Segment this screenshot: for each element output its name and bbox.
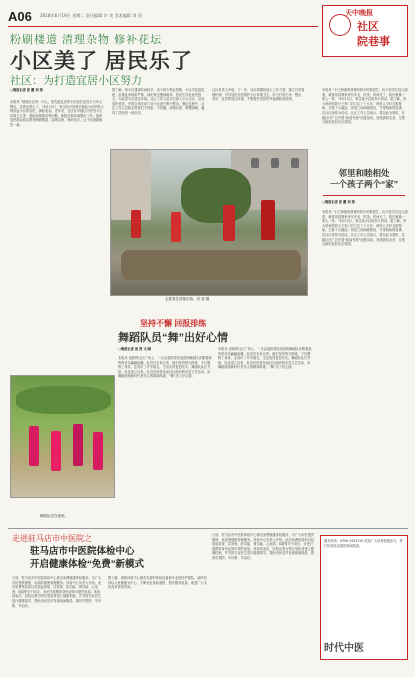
dancer-figure (29, 426, 39, 466)
main-story-photo (110, 149, 308, 296)
hospital-story-kicker: 走进驻马店市中医院之 (12, 534, 92, 543)
hospital-story-title (30, 545, 144, 571)
header-divider (8, 26, 318, 27)
dance-story-byline: □晚报记者 周 涛 文/图 (118, 347, 152, 351)
dance-story-body-col1: 本报讯 清晨的社区广场上，一支由退休居民组成的舞蹈队伴随着欢快的音乐翩翩起舞。队员们告诉记者，她们坚持每天排练，不仅锻炼了身体，还结识了许多朋友，生活变得更加充实。舞蹈队队长介绍，队伍成立以来，队员们经常参加社区组织的各类文艺活动，用舞蹈展现新时代老年人的精神风貌，“舞”出了好心情。 (118, 356, 212, 379)
masthead-title (357, 20, 390, 50)
dancer-figure (93, 432, 103, 470)
window (271, 158, 279, 168)
hospital-story-title-line-2: 开启健康体检“免费”新模式 (30, 559, 145, 570)
preceding-column-text: 本报讯 “小王和他的爸爸妈妈平时都很忙，孩子放学后没人照看，就常常到我家来写作业、吃饭，时间长了，我们就像一家人一样。”6月15日，家住某小区的李大妈说。据了解，李大妈和邻居小王家门对门住了十几年，两家人平时互相帮助，关系十分融洽。邻里之间和睦相处、守望相助的故事，在社区里传为佳话。社区工作人员表示，将以此为契机，在辖区内广泛开展“和谐邻里”创建活动，营造团结友爱、互帮互助的良好社区氛围。 (322, 88, 408, 125)
masthead-brand: 天中晚报 (345, 9, 373, 17)
volunteer-figure (171, 212, 181, 242)
side-story-byline: □晚报记者 张 鹏 刘 菊 (322, 200, 355, 204)
advertisement-text: 服务热线：0396-2929120 欢迎广大读者积极参与，拨打热线电话提供新闻线索。 (324, 539, 403, 548)
main-story-byline: □晚报记者 张 鹏 刘 菊 (10, 88, 43, 92)
dance-story-kicker: 坚持不懈 回报排练 (140, 319, 207, 328)
window (251, 158, 259, 168)
debris-pile (121, 250, 301, 280)
main-story-photo-caption: 志愿者在清理杂物。刘 菊 摄 (165, 297, 210, 301)
window (291, 158, 299, 168)
hospital-story-body-col3: 日前，驻马店市中医院体检中心推出免费健康体检服务，为广大市民提供便捷、优质的健康管理服务。体检中心负责人介绍，此次免费体检项目包括血常规、尿常规、肝功能、肾功能、心电图、B超等多个项目，市民只需携带身份证即可预约参加。体检结束后，医院还将为每位受检者建立健康档案，并安排专业医生进行健康指导，帮助市民及早发现疾病隐患，做到早预防、早诊断、早治疗。 (212, 533, 314, 560)
side-story-title-line-2: 一个孩子两个“家” (329, 179, 398, 189)
hospital-story-body-col1: 日前，驻马店市中医院体检中心推出免费健康体检服务，为广大市民提供便捷、优质的健康管理服务。体检中心负责人介绍，此次免费体检项目包括血常规、尿常规、肝功能、肾功能、心电图、B超等多个项目，市民只需携带身份证即可预约参加。体检结束后，医院还将为每位受检者建立健康档案，并安排专业医生进行健康指导，帮助市民及早发现疾病隐患，做到早预防、早诊断、早治疗。 (12, 576, 102, 608)
dancer-figure (51, 431, 61, 471)
volunteer-figure (131, 210, 141, 238)
main-story-body-col2: 据了解，该小区建成时间较早，由于缺少物业管理，小区内乱搭乱建、乱堆乱放现象严重，绿化带也遭到破坏，居民们对此意见很大。为改善小区居住环境，社区工作人员多次深入小区走访，征求居民意见，并联合相关部门对小区进行集中整治。整治过程中，社区工作人员和志愿者们不怕脏、不怕累，清理垃圾、修整绿地，赢得了居民的一致好评。 (112, 88, 205, 115)
main-story-headline: 小区美了 居民乐了 (10, 50, 193, 73)
hospital-story-title-line-1: 驻马店市中医院体检中心 (30, 546, 135, 557)
side-story-body: 本报讯 “小王和他的爸爸妈妈平时都很忙，孩子放学后没人照看，就常常到我家来写作业、吃饭，时间长了，我们就像一家人一样。”6月15日，家住某小区的李大妈说。据了解，李大妈和邻居小王家门对门住了十几年，两家人平时互相帮助，关系十分融洽。邻里之间和睦相处、守望相助的故事，在社区里传为佳话。社区工作人员表示，将以此为契机，在辖区内广泛开展“和谐邻里”创建活动，营造团结友爱、互帮互助的良好社区氛围。 (322, 210, 408, 247)
page-number: A06 (8, 9, 32, 24)
dance-story-photo (10, 375, 115, 498)
section-masthead (322, 5, 408, 57)
masthead-title-line-2: 院巷事 (357, 36, 390, 48)
tree-canopy (16, 386, 111, 414)
dance-story-title: 舞蹈队员“舞”出好心情 (118, 332, 228, 344)
date-line: 2018年6月19日 星期二 责任编辑 许 英 美术编辑 刘 蓓 (40, 13, 142, 18)
main-story-subhead: 社区：为打造宜居小区努力 (10, 75, 142, 87)
side-story-divider (323, 195, 405, 196)
main-story-kicker: 粉刷楼道 清理杂物 修补花坛 (10, 34, 163, 46)
main-story-body-col1: 本报讯 “感谢社区的一片心，原先脏乱差的小区现在变得又干净又整洁，住着也舒心了。”6月15日，家住西平县城关镇某小区的张大妈说起小区的变化，满脸笑容。近年来，社区针对辖区内老旧小区环境卫生差、基础设施陈旧等问题，积极开展环境整治工作，组织居民群众和志愿者粉刷楼道、清理杂物、修补花坛，让小区面貌焕然一新。 (10, 100, 104, 127)
advertisement-box (320, 535, 408, 660)
side-story-title-line-1: 邻里和睦相处 (338, 168, 390, 178)
dance-story-photo-caption: 舞蹈队员在排练。 (40, 514, 68, 518)
volunteer-figure (261, 200, 275, 240)
volunteer-figure (223, 205, 235, 241)
bottom-section-divider (8, 528, 408, 529)
tree-canopy (181, 168, 251, 223)
advertisement-footer: 时代中医 (324, 643, 364, 654)
main-story-body-col3: 社区负责人介绍，下一步，社区将继续加大工作力度，建立长效管理机制，引导居民自觉维护小区环境卫生，努力打造干净、整洁、有序、宜居的居住环境，不断提升居民的幸福感和获得感。 (212, 88, 305, 102)
hospital-story-body-col2: 据了解，该院体检中心拥有先进的体检设备和专业的医护团队，始终坚持以人民健康为中心，不断优化体检流程，提升服务质量。欢迎广大市民前来体检咨询。 (108, 576, 207, 590)
dancer-figure (73, 424, 83, 466)
side-story-title (319, 168, 409, 190)
dance-story-body-col2: 本报讯 清晨的社区广场上，一支由退休居民组成的舞蹈队伴随着欢快的音乐翩翩起舞。队员们告诉记者，她们坚持每天排练，不仅锻炼了身体，还结识了许多朋友，生活变得更加充实。舞蹈队队长介绍，队伍成立以来，队员们经常参加社区组织的各类文艺活动，用舞蹈展现新时代老年人的精神风貌，“舞”出了好心情。 (218, 347, 312, 370)
masthead-title-line-1: 社区 (357, 21, 379, 33)
